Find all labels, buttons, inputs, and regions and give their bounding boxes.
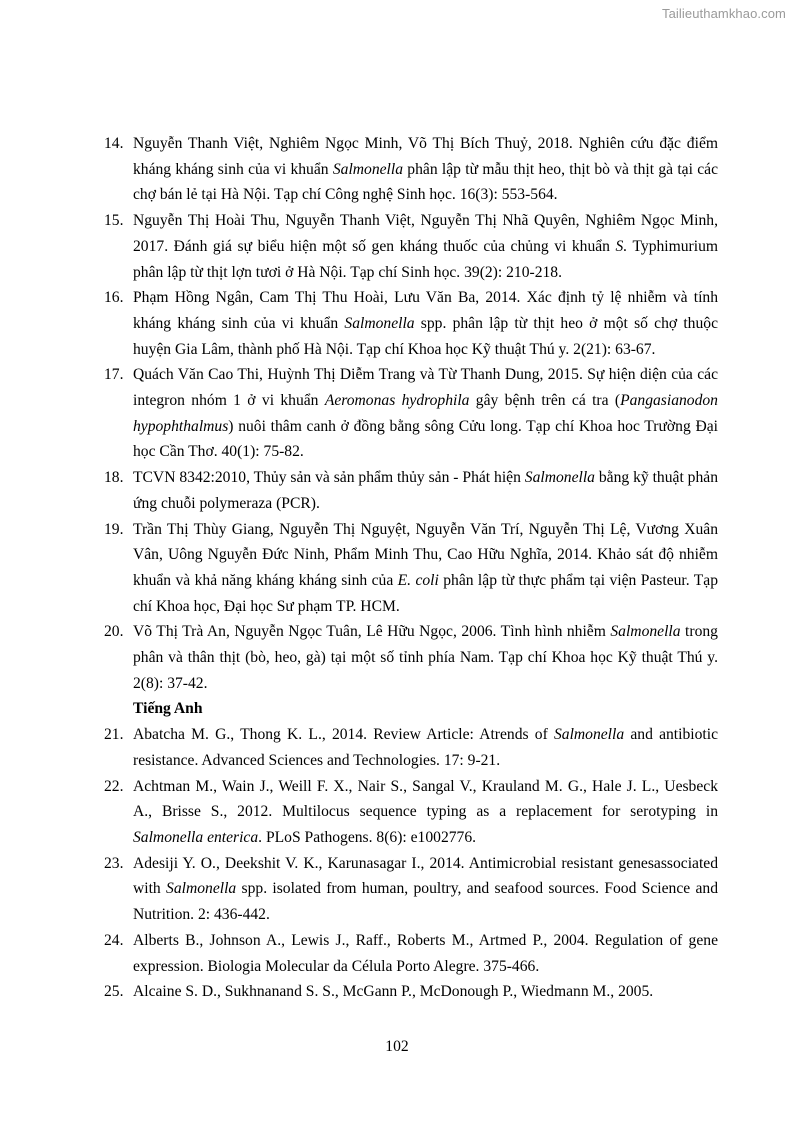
reference-number: 21. — [104, 726, 124, 744]
italic-term: Pangasianodon hypophthalmus — [133, 392, 718, 435]
reference-item — [104, 979, 718, 1005]
reference-item — [104, 928, 718, 979]
reference-item — [104, 285, 718, 362]
reference-list-vietnamese — [104, 131, 718, 696]
reference-item — [104, 517, 718, 620]
reference-item — [104, 465, 718, 516]
page-number: 102 — [385, 1038, 409, 1055]
italic-term: Salmonella — [332, 160, 404, 178]
reference-number: 15. — [104, 212, 124, 230]
reference-text: Alcaine S. D., Sukhnanand S. S., McGann P., McDonough P., Wiedmann M., 2005. — [133, 983, 654, 1001]
reference-number: 20. — [104, 623, 124, 641]
reference-text: phân lập từ mẫu thịt heo, thịt bò và thịt gà tại các chợ bán lẻ tại Hà Nội. Tạp chí Công nghệ Sinh học. 16(3): 553-564. — [133, 160, 718, 204]
reference-number: 17. — [104, 366, 124, 384]
reference-item — [104, 619, 718, 696]
reference-item — [104, 131, 718, 208]
reference-text: . PLoS Pathogens. 8(6): e1002776. — [258, 828, 477, 846]
reference-text: Adesiji Y. O., Deekshit V. K., Karunasagar I., 2014. Antimicrobial resistant genesassociated with — [133, 854, 718, 898]
reference-text: Nguyễn Thị Hoài Thu, Nguyễn Thanh Việt, Nguyễn Thị Nhã Quyên, Nghiêm Ngọc Minh, 2017. Đánh giá sự biểu hiện một số gen kháng thuốc của chủng vi khuẩn — [133, 212, 718, 255]
italic-term: Aeromonas hydrophila — [324, 392, 470, 410]
italic-term: Salmonella — [344, 314, 415, 332]
reference-item — [104, 774, 718, 851]
reference-text: bằng kỹ thuật phản ứng chuỗi polymeraza (PCR). — [133, 469, 718, 512]
reference-text: spp. isolated from human, poultry, and seafood sources. Food Science and Nutrition. 2: 436-442. — [133, 880, 718, 924]
reference-text: Nguyễn Thanh Việt, Nghiêm Ngọc Minh, Võ Thị Bích Thuỷ, 2018. Nghiên cứu đặc điểm kháng kháng sinh của vi khuẩn — [133, 135, 718, 178]
reference-item — [104, 722, 718, 773]
reference-text: Achtman M., Wain J., Weill F. X., Nair S., Sangal V., Krauland M. G., Hale J. L., Uesbeck A., Brisse S., 2012. Multilocus sequence typing as a replacement for serotyping in — [133, 777, 718, 821]
reference-number: 19. — [104, 520, 124, 538]
italic-term: Salmonella — [553, 726, 625, 744]
reference-text: Võ Thị Trà An, Nguyễn Ngọc Tuân, Lê Hữu Ngọc, 2006. Tình hình nhiễm — [133, 623, 611, 641]
italic-term: S. — [615, 237, 628, 255]
italic-term: Salmonella — [524, 469, 595, 487]
reference-number: 25. — [104, 983, 124, 1001]
reference-text: phân lập từ thực phẩm tại viện Pasteur. Tạp chí Khoa học, Đại học Sư phạm TP. HCM. — [133, 571, 718, 615]
reference-number: 23. — [104, 854, 124, 872]
reference-number: 14. — [104, 135, 124, 152]
reference-number: 16. — [104, 289, 124, 307]
italic-term: Salmonella — [166, 880, 237, 898]
italic-term: Salmonella enterica — [133, 828, 259, 846]
reference-text: Alberts B., Johnson A., Lewis J., Raff., Roberts M., Artmed P., 2004. Regulation of gene expression. Biologia Molecular da Célula Porto Alegre. 375-466. — [133, 931, 718, 975]
section-heading-english: Tiếng Anh — [133, 700, 203, 718]
reference-number: 22. — [104, 777, 124, 795]
reference-text: gây bệnh trên cá tra ( — [469, 392, 621, 410]
watermark: Tailieuthamkhao.com — [661, 6, 786, 21]
reference-number: 24. — [104, 931, 124, 949]
reference-text: Trần Thị Thùy Giang, Nguyễn Thị Nguyệt, Nguyễn Văn Trí, Nguyễn Thị Lệ, Vương Xuân Vân, Uông Nguyễn Đức Ninh, Phẩm Minh Thu, Cao Hữu Nghĩa, 2014. Khảo sát độ nhiễm khuẩn và khả năng kháng kháng sinh của — [133, 520, 718, 589]
reference-item — [104, 362, 718, 465]
reference-text: TCVN 8342:2010, Thủy sản và sản phẩm thủy sản - Phát hiện — [133, 469, 525, 487]
reference-text: and antibiotic resistance. Advanced Sciences and Technologies. 17: 9-21. — [133, 726, 718, 769]
italic-term: E. coli — [397, 571, 439, 589]
reference-text: Abatcha M. G., Thong K. L., 2014. Review Article: Atrends of — [133, 726, 554, 744]
reference-text: trong phân và thân thịt (bò, heo, gà) tại một số tỉnh phía Nam. Tạp chí Khoa học Kỹ thuật Thú y. 2(8): 37-42. — [133, 623, 718, 692]
reference-text: Quách Văn Cao Thi, Huỳnh Thị Diễm Trang và Từ Thanh Dung, 2015. Sự hiện diện của các integron nhóm 1 ở vi khuẩn — [133, 366, 718, 410]
reference-text: spp. phân lập từ thịt heo ở một số chợ thuộc huyện Gia Lâm, thành phố Hà Nội. Tạp chí Khoa học Kỹ thuật Thú y. 2(21): 63-67. — [133, 314, 718, 358]
reference-list-english — [104, 722, 718, 1005]
reference-item — [104, 208, 718, 285]
reference-text: Phạm Hồng Ngân, Cam Thị Thu Hoài, Lưu Văn Ba, 2014. Xác định tỷ lệ nhiễm và tính kháng kháng sinh của vi khuẩn — [133, 289, 718, 332]
reference-list — [104, 131, 718, 1005]
reference-text: ) nuôi thâm canh ở đồng bằng sông Cửu long. Tạp chí Khoa hoc Trường Đại học Cần Thơ. 40(1): 75-82. — [133, 417, 718, 461]
reference-text: Typhimurium phân lập từ thịt lợn tươi ở Hà Nội. Tạp chí Sinh học. 39(2): 210-218. — [133, 237, 719, 281]
italic-term: Salmonella — [610, 623, 681, 641]
reference-item — [104, 851, 718, 928]
reference-number: 18. — [104, 469, 124, 487]
